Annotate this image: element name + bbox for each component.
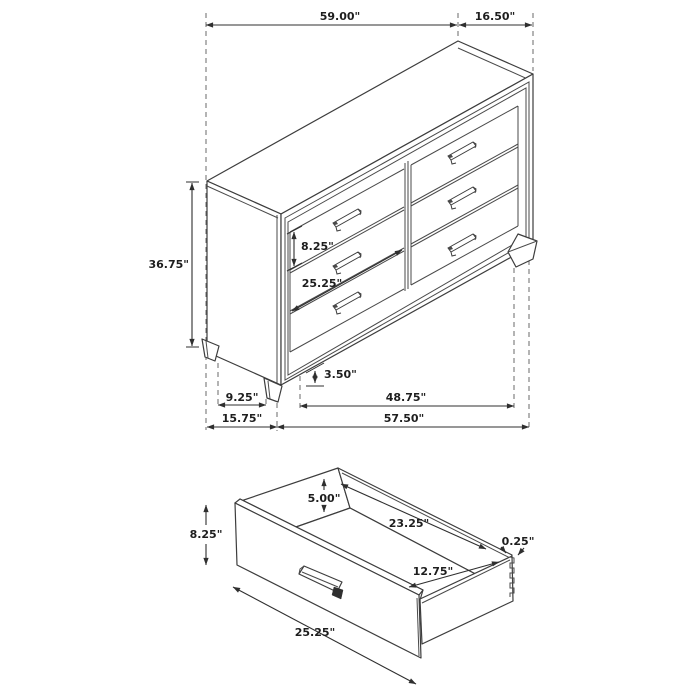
dim-label-front-height: 8.25" xyxy=(189,528,223,541)
dim-label-drawer-width: 25.25" xyxy=(301,277,343,290)
drawer-drawing xyxy=(190,468,535,684)
dim-label-foot-span: 48.75" xyxy=(385,391,427,404)
dresser-drawing xyxy=(148,10,537,431)
dresser-side-panel xyxy=(207,181,281,385)
dim-label-drawer-front-height: 8.25" xyxy=(301,240,334,253)
dim-label-interior-depth: 5.00" xyxy=(307,492,341,505)
dim-label-interior-width: 23.25" xyxy=(388,517,430,530)
dim-label-overall-height: 36.75" xyxy=(148,258,189,271)
dim-label-front-width: 25.25" xyxy=(294,626,336,639)
dim-label-leg-height: 3.50" xyxy=(324,368,357,381)
dim-label-panel-thickness: 0.25" xyxy=(501,535,535,548)
dim-label-top-width: 59.00" xyxy=(319,10,361,23)
dim-label-interior-front-to-back: 12.75" xyxy=(412,565,454,578)
dim-label-top-depth: 16.50" xyxy=(474,10,516,23)
dim-label-base-width: 57.50" xyxy=(383,412,425,425)
dim-label-base-depth: 15.75" xyxy=(221,412,263,425)
dim-label-foot-spacing: 9.25" xyxy=(225,391,259,404)
